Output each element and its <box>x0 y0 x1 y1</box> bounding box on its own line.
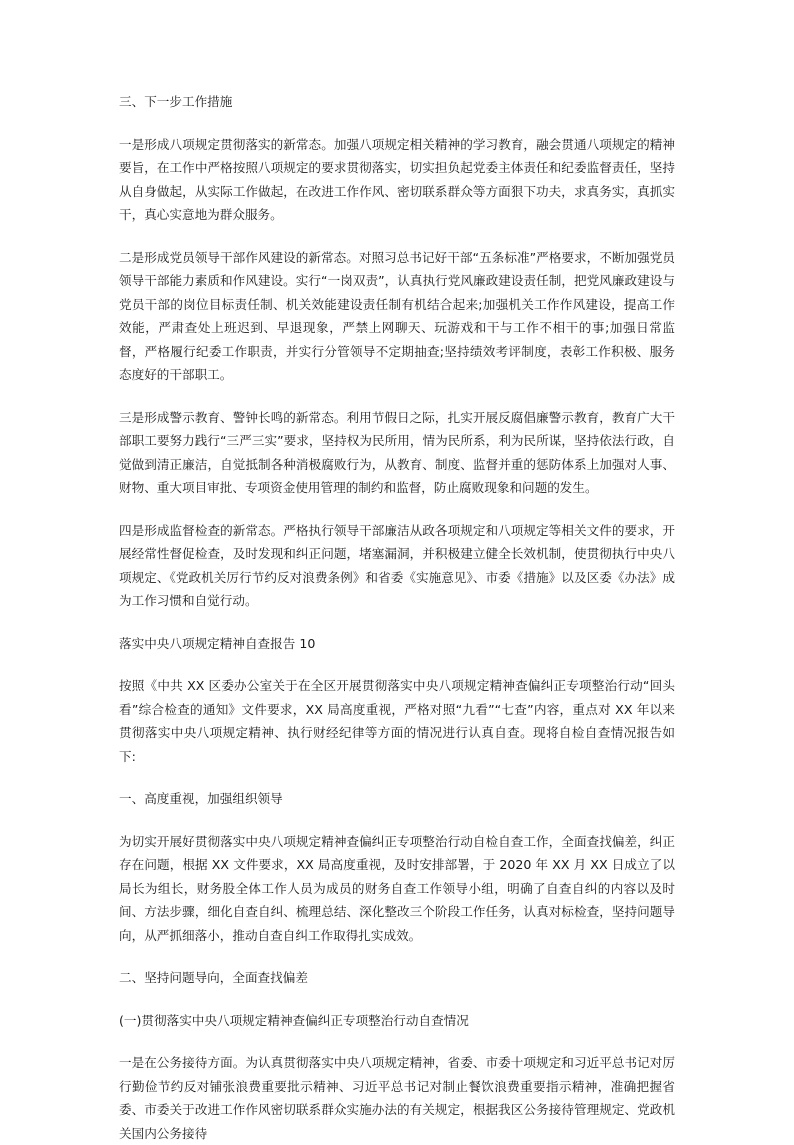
paragraph-measure-1: 一是形成八项规定贯彻落实的新常态。加强八项规定相关精神的学习教育，融会贯通八项规定的精神要旨，在工作中严格按照八项规定的要求贯彻落实，切实担负起党委主体责任和纪委监督责任，坚持从自身做起，从实际工作做起，在改进工作作风、密切联系群众等方面狠下功夫，求真务实，真抓实干，真心实意地为群众服务。 <box>119 136 675 222</box>
spacer <box>119 387 675 406</box>
spacer <box>119 227 675 246</box>
paragraph-measure-4: 四是形成监督检查的新常态。严格执行领导干部廉洁从政各项规定和八项规定等相关文件的要求，开展经常性督促检查，及时发现和纠正问题，堵塞漏洞，并积极建立健全长效机制，使贯彻执行中央八项规定、《党政机关厉行节约反对浪费条例》和省委《实施意见》、市委《措施》以及区委《办法》成为工作习惯和自觉行动。 <box>119 522 675 608</box>
paragraph-measure-3: 三是形成警示教育、警钟长鸣的新常态。利用节假日之际，扎实开展反腐倡廉警示教育，教育广大干部职工要努力践行“三严三实”要求，坚持权为民所用，情为民所系，利为民所谋，坚持依法行政，自觉做到清正廉洁，自觉抵制各种消极腐败行为，从教育、制度、监督并重的惩防体系上加强对人事、财物、重大项目审批、专项资金使用管理的制约和监督，防止腐败现象和问题的发生。 <box>119 409 675 495</box>
paragraph-intro: 按照《中共 XX 区委办公室关于在全区开展贯彻落实中央八项规定精神查偏纠正专项整治行动“回头看”综合检查的通知》文件要求，XX 局高度重视，严格对照“九看”“七查”内容，重点对 XX 年以来贯彻落实中央八项规定精神、执行财经纪律等方面的情况进行认真自查。现将自检自查情况报告如下: <box>119 678 675 764</box>
spacer <box>119 811 675 830</box>
spacer <box>119 613 675 632</box>
paragraph-organization: 为切实开展好贯彻落实中央八项规定精神查偏纠正专项整治行动自检自查工作，全面查找偏差，纠正存在问题，根据 XX 文件要求，XX 局高度重视，及时安排部署，于 2020 年 XX 月 XX 日成立了以局长为组长，财务股全体工作人员为成员的财务自查工作领导小组，明确了自查自纠的内容以及时间、方法步骤，细化自查自纠、梳理总结、深化整改三个阶段工作任务，认真对标检查，坚持问题导向，从严抓细落小，推动自查自纠工作取得扎实成效。 <box>119 833 675 943</box>
paragraph-reception: 一是在公务接待方面。为认真贯彻落实中央八项规定精神，省委、市委十项规定和习近平总书记对厉行勤俭节约反对铺张浪费重要批示精神、习近平总书记对制止餐饮浪费重要指示精神，准确把握省委、市委关于改进工作作风密切联系群众实施办法的有关规定，根据我区公务接待管理规定、党政机关国内公务接待 <box>119 1055 675 1141</box>
spacer <box>119 947 675 966</box>
spacer <box>119 655 675 674</box>
spacer <box>119 1032 675 1051</box>
document-page <box>119 90 675 1145</box>
section-heading-2: 二、坚持问题导向，全面查找偏差 <box>119 970 308 985</box>
subsection-heading-2-1: (一)贯彻落实中央八项规定精神查偏纠正专项整治行动自查情况 <box>119 1012 469 1028</box>
spacer <box>119 500 675 519</box>
spacer <box>119 768 675 787</box>
section-heading-next-steps: 三、下一步工作措施 <box>119 94 233 109</box>
section-heading-1: 一、高度重视，加强组织领导 <box>119 791 283 806</box>
report-title: 落实中央八项规定精神自查报告 10 <box>119 635 316 651</box>
spacer <box>119 114 675 133</box>
spacer <box>119 990 675 1009</box>
paragraph-measure-2: 二是形成党员领导干部作风建设的新常态。对照习总书记好干部“五条标准”严格要求，不断加强党员领导干部能力素质和作风建设。实行“一岗双责”，认真执行党风廉政建设责任制，把党风廉政建设与党员干部的岗位目标责任制、机关效能建设责任制有机结合起来;加强机关工作作风建设，提高工作效能，严肃查处上班迟到、早退现象，严禁上网聊天、玩游戏和干与工作不相干的事;加强日常监督，严格履行纪委工作职责，并实行分管领导不定期抽查;坚持绩效考评制度，表彰工作积极、服务态度好的干部职工。 <box>119 249 675 382</box>
